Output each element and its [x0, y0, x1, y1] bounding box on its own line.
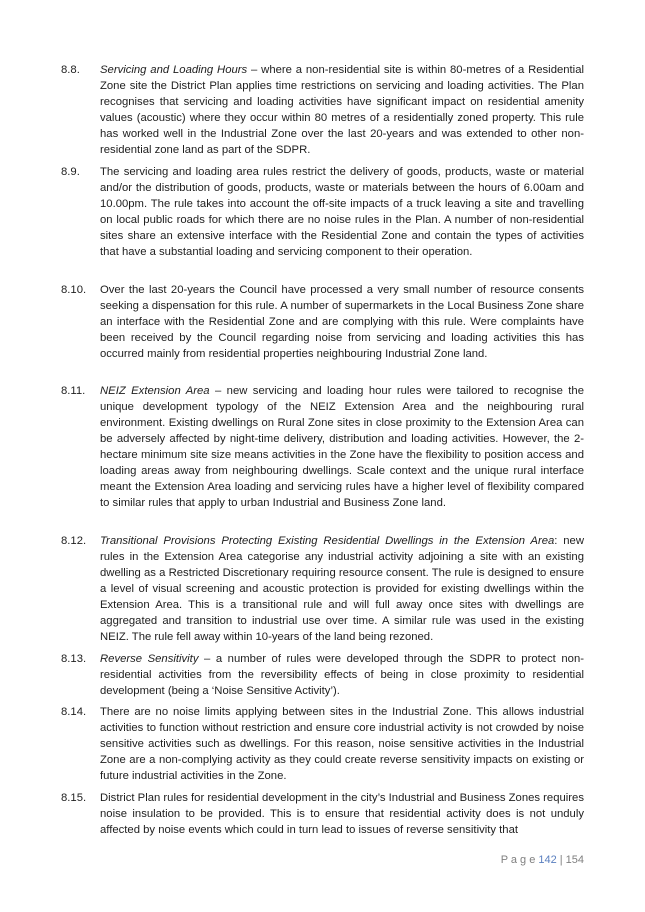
paragraph-8-11: [61, 383, 584, 511]
paragraph-body: – new servicing and loading hour rules were tailored to recognise the unique development typology of the NEIZ Extension Area and the neighbouring rural environment. Existing dwellings on Rural Zone sites in close proximity to the Extension Area can be adversely affected by night-time delivery, distribution and loading activities. However, the 2-hectare minimum site size means activities in the Zone have the flexibility to position access and loading areas away from neighbouring dwellings. Scale context and the unique rural interface meant the Extension Area loading and servicing rules have a higher level of flexibility compared to similar rules that apply to urban Industrial and Business Zone land.: [100, 385, 584, 510]
paragraph-number: 8.15.: [61, 792, 87, 804]
page-number-current: 142: [538, 854, 557, 866]
paragraph-8-14: [61, 704, 584, 784]
paragraph-text: [100, 164, 584, 260]
paragraph-number: 8.14.: [61, 706, 87, 718]
paragraph-8-12: [61, 533, 584, 645]
paragraph-lead: NEIZ Extension Area: [100, 385, 210, 397]
paragraph-number: 8.10.: [61, 284, 87, 296]
paragraph-8-15: [61, 790, 584, 838]
paragraph-text: [100, 282, 584, 362]
paragraph-text: [100, 704, 584, 784]
paragraph-body: : new rules in the Extension Area categorise any industrial activity adjoining a site with an existing dwelling as a Restricted Discretionary requiring resource consent. The rule is designed to ensure a level of visual screening and acoustic protection is provided for existing dwellings within the Extension Area. This is a transitional rule and will full away once sites with dwellings are aggregated and transition to industrial use over time. A similar rule was used in the existing NEIZ. The rule fell away within 10-years of the land being rezoned.: [100, 535, 584, 644]
paragraph-number: 8.11.: [61, 385, 86, 397]
paragraph-lead: Transitional Provisions Protecting Existing Residential Dwellings in the Extension Area: [100, 535, 555, 547]
paragraph-text: [100, 790, 584, 838]
paragraph-number: 8.8.: [61, 64, 80, 76]
paragraph-8-8: [61, 62, 584, 158]
page-number-total: 154: [565, 854, 584, 866]
paragraph-text: [100, 651, 584, 699]
paragraph-text: [100, 533, 584, 645]
page-footer: [440, 853, 584, 867]
paragraph-lead: Servicing and Loading Hours: [100, 64, 248, 76]
paragraph-lead: Reverse Sensitivity: [100, 653, 199, 665]
paragraph-number: 8.13.: [61, 653, 87, 665]
paragraph-body: Over the last 20-years the Council have processed a very small number of resource consents seeking a dispensation for this rule. A number of supermarkets in the Local Business Zone share an interface with the Residential Zone and are complying with this rule. Were complaints have been received by the Council regarding noise from servicing and loading activities this has occurred mainly from residential properties neighbouring Industrial Zone land.: [100, 284, 584, 361]
paragraph-body: There are no noise limits applying between sites in the Industrial Zone. This allows industrial activities to function without restriction and ensure core industrial activity is not crowded by noise sensitive activities such as dwellings. For this reason, noise sensitive activities in the Industrial Zone are a non-complying activity as they could create reverse sensitivity impacts on existing or future industrial activities in the Zone.: [100, 706, 584, 783]
paragraph-text: [100, 62, 584, 158]
paragraph-body: – where a non-residential site is within 80-metres of a Residential Zone site the District Plan applies time restrictions on servicing and loading activities. The Plan recognises that servicing and loading activities have significant impact on residential amenity values (acoustic) where they occur within 80 metres of a residentially zoned property. This rule has worked well in the Industrial Zone over the last 20-years and was extended to other non-residential zone land as part of the SDPR.: [100, 64, 584, 157]
paragraph-body: The servicing and loading area rules restrict the delivery of goods, products, waste or material and/or the distribution of goods, products, waste or materials between the hours of 6.00am and 10.00pm. The rule takes into account the off-site impacts of a truck leaving a site and travelling on local public roads for which there are no noise rules in the Plan. A number of non-residential sites share an extensive interface with the Residential Zone and contain the types of activities that have a substantial loading and servicing component to their operation.: [100, 166, 584, 259]
paragraph-8-9: [61, 164, 584, 260]
page-label: P a g e: [500, 854, 536, 866]
page-separator: |: [559, 854, 563, 866]
paragraph-body: District Plan rules for residential development in the city’s Industrial and Business Zones requires noise insulation to be provided. This is to ensure that residential activity does is not unduly affected by noise events which could in turn lead to issues of reverse sensitivity that: [100, 792, 584, 837]
paragraph-text: [100, 383, 584, 511]
paragraph-8-13: [61, 651, 584, 699]
paragraph-8-10: [61, 282, 584, 362]
paragraph-number: 8.12.: [61, 535, 87, 547]
paragraph-number: 8.9.: [61, 166, 80, 178]
paragraph-body: – a number of rules were developed through the SDPR to protect non-residential activities from the reversibility effects of being in close proximity to residential development (being a ‘Noise Sensitive Activity’).: [100, 653, 584, 698]
